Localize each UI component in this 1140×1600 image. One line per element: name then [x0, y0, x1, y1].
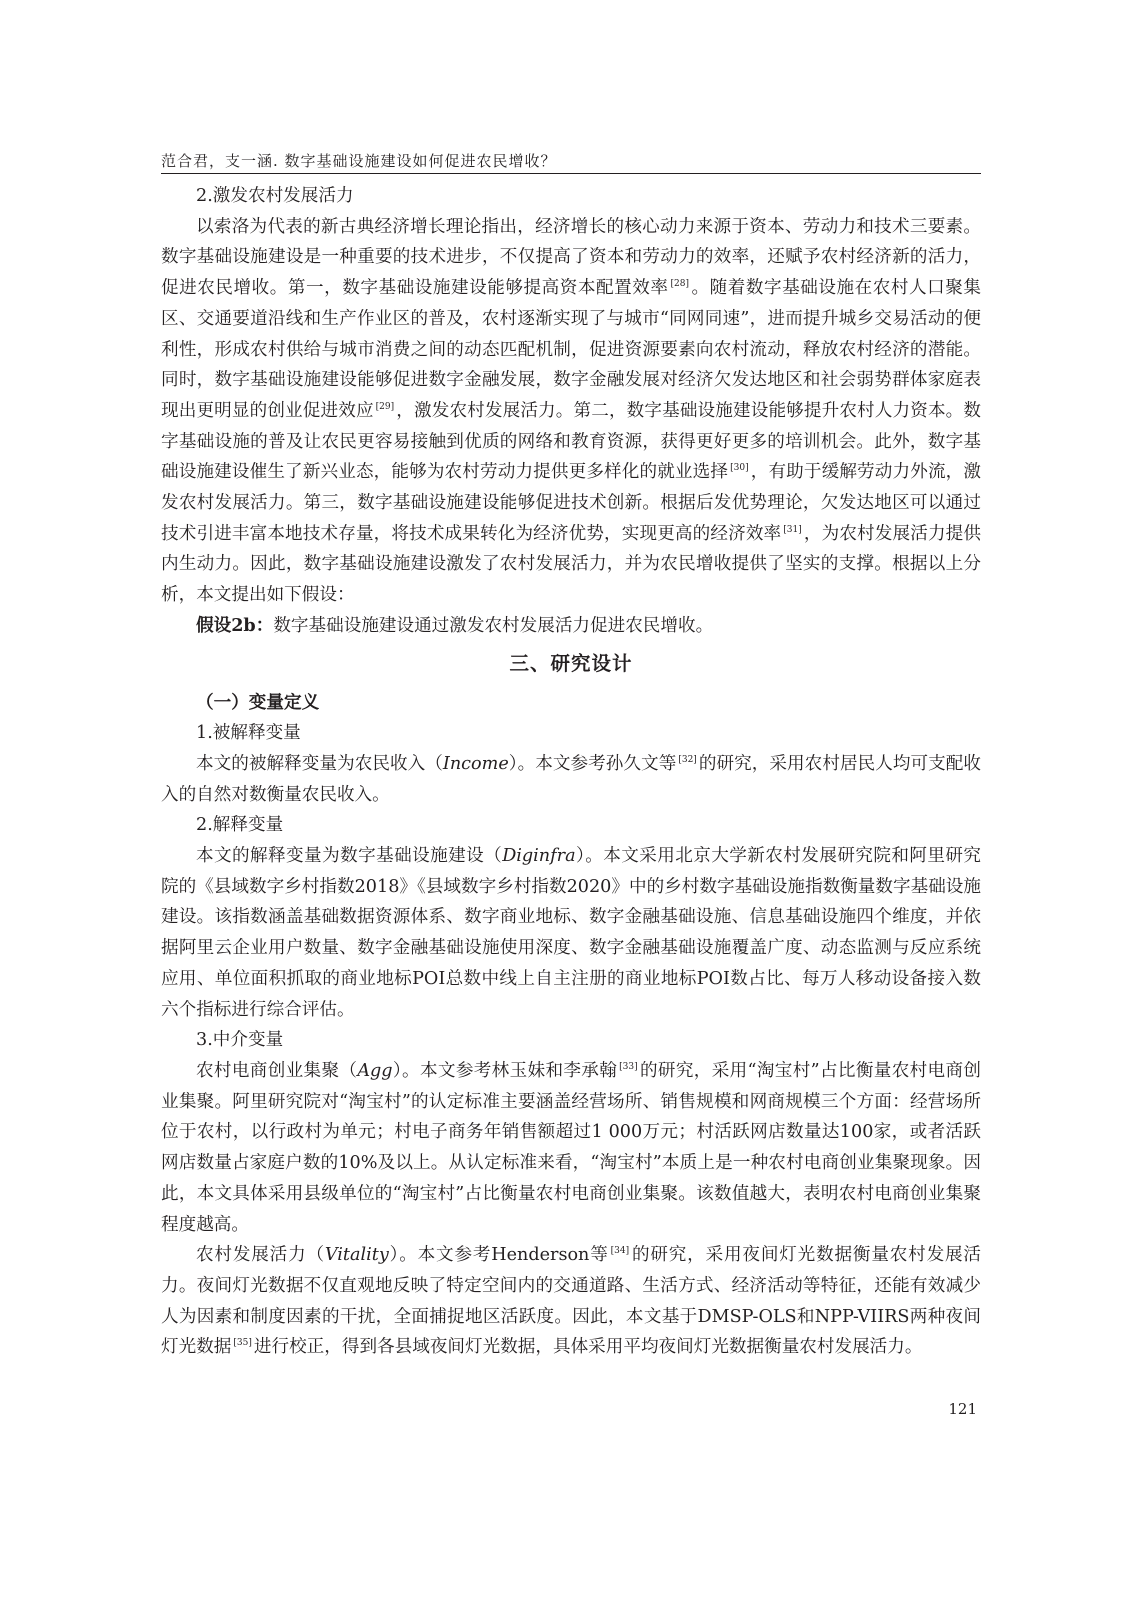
- page-number: 121: [948, 1400, 977, 1418]
- hypothesis-2b: [161, 611, 981, 642]
- text-run: ）。本文参考林玉妹和李承翰: [392, 1060, 618, 1081]
- text-run: 以索洛为代表的新古典经济增长理论指出，经济增长的核心动力来源于资本、劳动力和技术三要素。数字基础设施建设是一种重要的技术进步，不仅提高了资本和劳动力的效率，还赋予农村经济新的活力，促进农民增收。第一，数字基础设施建设能够提高资本配置效率: [161, 216, 981, 299]
- text-run: 农村发展活力（: [196, 1245, 325, 1266]
- citation-35: [35]: [233, 1338, 252, 1349]
- hypothesis-text: 数字基础设施建设通过激发农村发展活力促进农民增收。: [273, 615, 714, 636]
- text-run: ）。本文采用北京大学新农村发展研究院和阿里研究院的《县域数字乡村指数2018》《县域数字乡村指数2020》中的乡村数字基础设施指数衡量数字基础设施建设。该指数涵盖基础数据资源体系、数字商业地标、数字金融基础设施、信息基础设施四个维度，并依据阿里云企业用户数量、数字金融基础设施使用深度、数字金融基础设施覆盖广度、动态监测与反应系统应用、单位面积抓取的商业地标POI总数中线上自主注册的商业地标POI数占比、每万人移动设备接入数六个指标进行综合评估。: [161, 846, 981, 1020]
- text-run: 的研究，采用夜间灯光数据衡量农村发展活力。夜间灯光数据不仅直观地反映了特定空间内的交通道路、生活方式、经济活动等特征，还能有效减少人为因素和制度因素的干扰，全面捕捉地区活跃度。因此，本文基于DMSP-OLS和NPP-VIIRS两种夜间灯光数据: [161, 1245, 981, 1358]
- header-rule: [161, 173, 981, 174]
- text-run: 进行校正，得到各县域夜间灯光数据，具体采用平均夜间灯光数据衡量农村发展活力。: [253, 1337, 923, 1358]
- variable-income: Income: [442, 753, 509, 774]
- citation-34: [34]: [610, 1246, 630, 1257]
- paragraph-explanatory-variable: [161, 841, 981, 1025]
- citation-31: [31]: [783, 524, 802, 535]
- text-run: 农村电商创业集聚（: [196, 1060, 358, 1081]
- paragraph-rural-vitality: [161, 1240, 981, 1363]
- paragraph-dependent-variable: [161, 749, 981, 810]
- citation-28: [28]: [670, 279, 689, 290]
- variable-vitality: Vitality: [324, 1245, 389, 1266]
- paragraph-vitality-mechanism: [161, 212, 981, 611]
- text-run: 本文的被解释变量为农民收入（: [196, 753, 443, 774]
- hypothesis-label: 假设2b：: [196, 614, 274, 636]
- variable-agg: Agg: [357, 1060, 393, 1081]
- subheading-explanatory-variable: 2.解释变量: [196, 815, 284, 836]
- subheading-mediating-variable: 3.中介变量: [196, 1030, 284, 1051]
- subheading-dependent-variable: 1.被解释变量: [196, 723, 301, 744]
- citation-29: [29]: [375, 401, 395, 412]
- text-run: ）。本文参考孙久文等: [508, 753, 677, 774]
- text-run: ，有助于缓解劳动力外流，激发农村发展活力。第三，数字基础设施建设能够促进技术创新。根据后发优势理论，欠发达地区可以通过技术引进丰富本地技术存量，将技术成果转化为经济优势，实现更高的经济效率: [161, 462, 981, 544]
- text-run: 。随着数字基础设施在农村人口聚集区、交通要道沿线和生产作业区的普及，农村逐渐实现了与城市“同网同速”，进而提升城乡交易活动的便利性，形成农村供给与城市消费之间的动态匹配机制，促进资源要素向农村流动，释放农村经济的潜能。同时，数字基础设施建设能够促进数字金融发展，数字金融发展对经济欠发达地区和社会弱势群体家庭表现出更明显的创业促进效应: [161, 278, 981, 421]
- body-text: [161, 181, 981, 1363]
- text-run: ，激发农村发展活力。第二，数字基础设施建设能够提升农村人力资本。数字基础设施的普及让农民更容易接触到优质的网络和教育资源，获得更好更多的培训机会。此外，数字基础设施建设催生了新兴业态，能够为农村劳动力提供更多样化的就业选择: [161, 400, 981, 483]
- subheading-rural-vitality: 2.激发农村发展活力: [196, 186, 354, 206]
- variable-diginfra: Diginfra: [502, 846, 576, 867]
- text-run: ）。本文参考Henderson等: [388, 1245, 609, 1266]
- text-run: 本文的解释变量为数字基础设施建设（: [196, 846, 503, 867]
- paragraph-ecommerce-agglomeration: [161, 1056, 981, 1240]
- text-run: 的研究，采用“淘宝村”占比衡量农村电商创业集聚。阿里研究院对“淘宝村”的认定标准主要涵盖经营场所、销售规模和网商规模三个方面：经营场所位于农村，以行政村为单元；村电子商务年销售额超过1 000万元；村活跃网店数量达100家，或者活跃网店数量占家庭户数的10%及以上。从认定标准来看，“淘宝村”本质上是一种农村电商创业集聚现象。因此，本文具体采用县级单位的“淘宝村”占比衡量农村电商创业集聚。该数值越大，表明农村电商创业集聚程度越高。: [161, 1060, 981, 1235]
- citation-30: [30]: [730, 463, 749, 474]
- citation-33: [33]: [619, 1061, 638, 1072]
- text-run: ，为农村发展活力提供内生动力。因此，数字基础设施建设激发了农村发展活力，并为农民增收提供了坚实的支撑。根据以上分析，本文提出如下假设：: [161, 523, 981, 606]
- subsection-title-variable-definition: （一）变量定义: [196, 692, 320, 713]
- running-head: 范合君，支一涵. 数字基础设施建设如何促进农民增收？: [161, 152, 557, 170]
- section-title-research-design: 三、研究设计: [509, 651, 633, 675]
- citation-32: [32]: [678, 754, 697, 765]
- text-run: 的研究，采用农村居民人均可支配收入的自然对数衡量农民收入。: [161, 753, 981, 805]
